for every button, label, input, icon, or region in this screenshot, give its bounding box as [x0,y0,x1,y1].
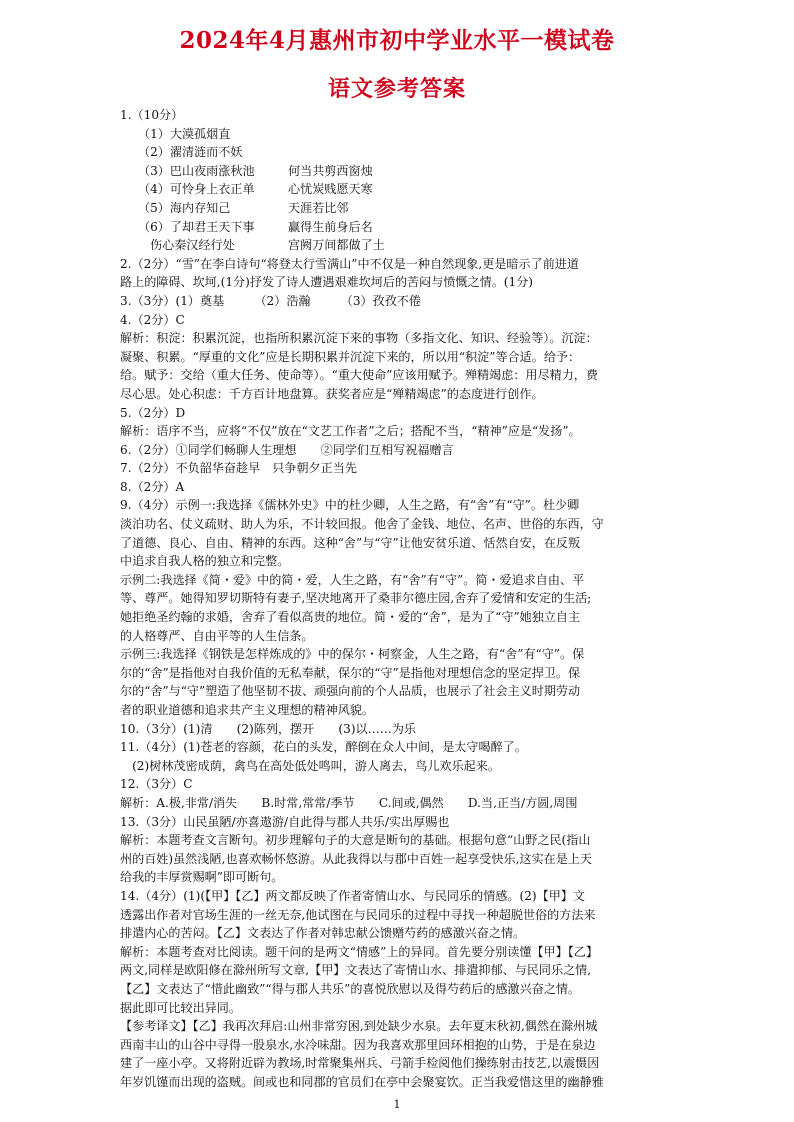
document-title: 2024年4月惠州市初中学业水平一模试卷 [179,27,615,54]
text-line: 路上的障碍、坎坷,(1分)抒发了诗人遭遇艰难坎坷后的苦闷与愤慨之情。(1分) [120,275,534,290]
text-line: 尽心思。处心积虑：千方百计地盘算。获奖者应是“殚精竭虑”的态度进行创作。 [120,386,544,401]
document-subtitle: 语文参考答案 [327,76,466,102]
q1-item: 伤心秦汉经行处 宫阙万间都做了土 [150,238,385,253]
text-line: 解析：积淀：积累沉淀，也指所积累沉淀下来的事物（多指文化、知识、经验等）。沉淀： [120,331,598,346]
text-line: 8.（2分）A [120,479,185,494]
text-line: 【乙】文表达了“惜此幽致”“得与郡人共乐”的喜悦欣慰以及得芍药后的感激兴奋之情。 [120,981,581,996]
text-line: 13.（3分）山民虽陋/亦喜遨游/自此得与郡人共乐/实出厚赐也 [120,814,450,829]
text-line: 2.（2分）“雪”在李白诗句“将登太行雪满山”中不仅是一种自然现象,更是暗示了前进道 [120,256,579,271]
text-line: 中追求自我人格的独立和完整。 [120,554,290,569]
q1-item: （4）可怜身上衣正单 心忧炭贱愿天寒 [138,182,373,197]
text-line: 给。赋予：交给（重大任务、使命等）。“重大使命”应该用赋予。殚精竭虑：用尽精力，费 [120,368,598,383]
text-line: 据此即可比较出异同。 [120,1000,241,1015]
text-line: 7.（2分）不负韶华奋趁早 只争朝夕正当先 [120,461,357,476]
text-line: 4.（2分）C [120,312,185,327]
text-line: 年岁饥馑而出现的盗贼。间或也和同郡的官员们在亭中会聚宴饮。正当我爱惜这里的幽静雅 [120,1074,604,1089]
text-line: 解析：本题考查文言断句。初步理解句子的大意是断句的基础。根据句意“山野之民(指山 [120,833,591,848]
text-line: 10.（3分）(1)清 (2)陈列，摆开 (3)以……为乐 [120,721,417,736]
text-line: 西南丰山的山谷中寻得一股泉水,水冷味甜。因为我喜欢那里回环相抱的山势，于是在泉边 [120,1037,596,1052]
page-number: 1 [393,1098,401,1111]
text-line: 给我的丰厚赏赐啊”即可断句。 [120,870,284,885]
answer-content [120,106,678,1091]
text-line: 等、尊严。她得知罗切斯特有妻子,坚决地离开了桑菲尔德庄园,舍弃了爱情和安定的生活; [120,591,592,606]
text-line: 示例三:我选择《钢铁是怎样炼成的》中的保尔・柯察金，人生之路，有“舍”有“守”。保 [120,647,585,662]
text-line: 解析：本题考查对比阅读。题干问的是两文“情感”上的异同。首先要分别读懂【甲】【乙】 [120,944,598,959]
text-line: 3.（3分）(1）奠基 （2）浩瀚 （3）孜孜不倦 [120,293,421,308]
text-line: 14.（4分）(1)(【甲】【乙】两文都反映了作者寄情山水、与民同乐的情感。(2)【甲】文 [120,888,585,903]
text-line: 者的职业道德和追求共产主义理想的精神风貌。 [120,703,374,717]
text-line: 5.（2分）D [120,405,186,420]
text-line: 尔的“舍”是指他对自我价值的无私奉献，保尔的“守”是指他对理想信念的坚定捍卫。保 [120,665,581,680]
q1-item: （6）了却君王天下事 赢得生前身后名 [138,219,373,234]
q1-item: （5）海内存知己 天涯若比邻 [138,200,349,215]
text-line: 尔的“舍”与“守”塑造了他坚韧不拔、顽强向前的个人品质，也展示了社会主义时期劳动 [120,684,581,699]
text-line: 排遣内心的苦闷。【乙】文表达了作者对韩忠献公馈赠芍药的感激兴奋之情。 [120,926,526,941]
q1-item: （2）濯清涟而不妖 [138,145,243,160]
text-line: 9.（4分）示例一:我选择《儒林外史》中的杜少卿，人生之路，有“舍”有“守”。杜少卿 [120,498,580,513]
q1-item: （1）大漠孤烟直 [138,126,231,141]
text-line: 淡泊功名、仗义疏财、助人为乐，不计较回报。他舍了金钱、地位、名声、世俗的东西，守 [120,517,604,532]
text-line: 两文,同样是欧阳修在滁州所写文章,【甲】文表达了寄情山水、排遣抑郁、与民同乐之情, [120,963,592,978]
text-line: 6.（2分）①同学们畅聊人生理想 ②同学们互相写祝福赠言 [120,442,454,457]
text-line: 州的百姓)虽然浅陋,也喜欢畅怀悠游。从此我得以与郡中百姓一起享受快乐,这实在是上天 [120,851,592,866]
text-line: 了道德、良心、自由、精神的东西。这种“舍”与“守”让他安贫乐道、恬然自安，在反叛 [120,535,581,550]
text-line: 她拒绝圣约翰的求婚，舍弃了看似高贵的地位。简・爱的“舍”，是为了“守”她独立自主 [120,610,581,625]
text-line: 透露出作者对官场生涯的一丝无奈,他试图在与民同乐的过程中寻找一种超脱世俗的方法来 [120,907,596,922]
text-line: 凝聚、积累。“厚重的文化”应是长期积累并沉淀下来的，所以用“积淀”等合适。给予： [120,349,581,364]
text-line: 12.（3分）C [120,777,193,792]
q1-heading: 1.（10分） [120,108,184,122]
text-line: 建了一座小亭。又将附近辟为教场,时常聚集州兵、弓箭手检阅他们操练射击技艺,以震慑因 [120,1056,600,1071]
text-line: (2)树林茂密成荫，禽鸟在高处低处鸣叫，游人离去，鸟儿欢乐起来。 [120,758,500,773]
text-line: 解析：语序不当，应将“不仅”放在“文艺工作者”之后；搭配不当，“精神”应是“发扬”。 [120,424,581,439]
text-line: 解析：A.极,非常/消失 B.时常,常常/季节 C.间或,偶然 D.当,正当/方圆,周围 [120,795,578,810]
text-line: 11.（4分）(1)苍老的容颜，花白的头发，醉倒在众人中间，是太守喝醉了。 [120,740,527,755]
text-line: 示例二:我选择《简・爱》中的简・爱，人生之路，有“舍”有“守”。简・爱追求自由、平 [120,572,585,587]
text-line: 【参考译文】【乙】我再次拜启:山州非常穷困,到处缺少水泉。去年夏末秋初,偶然在滁州城 [120,1019,598,1034]
q1-item: （3）巴山夜雨涨秋池 何当共剪西窗烛 [138,163,373,178]
text-line: 的人格尊严、自由平等的人生信条。 [120,628,314,643]
